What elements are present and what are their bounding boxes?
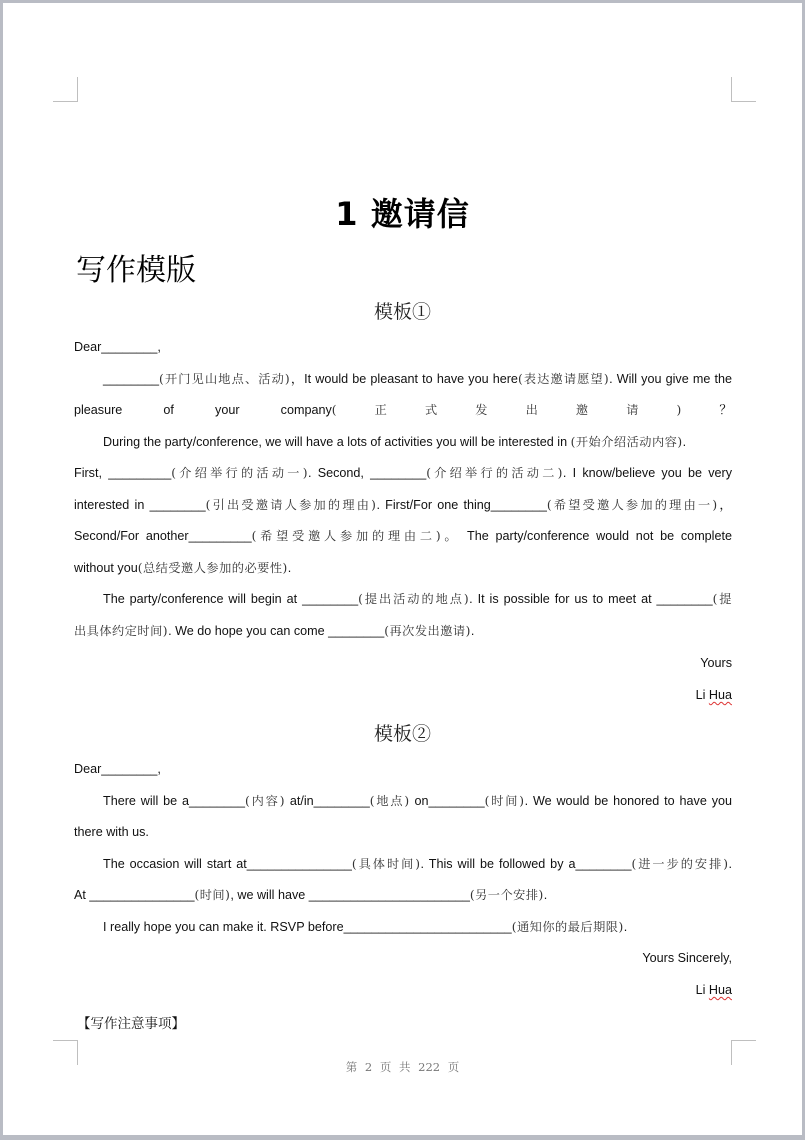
template-text: . [287, 560, 292, 575]
hint-annotation: (提 [712, 592, 732, 606]
template-text: . [728, 856, 732, 871]
template-text: . This will be followed by a________ [420, 856, 632, 871]
page-number-footer: 第 2 页 共 222 页 [345, 1060, 460, 1074]
hint-annotation: (具体时间) [351, 856, 421, 871]
template-line [74, 526, 732, 546]
template-line [74, 917, 732, 937]
template-text: I really hope you can make it. RSVP before________________________ [103, 920, 512, 934]
hint-annotation: (时间) [194, 888, 231, 903]
template-text: At _______________ [74, 888, 195, 903]
hint-annotation: (介绍举行的活动二) [426, 466, 563, 480]
template-line [74, 589, 732, 609]
template-text: . [543, 888, 548, 903]
template-text: , we will have _______________________ [230, 888, 470, 903]
template-text: . Second, ________ [307, 466, 427, 480]
template-text: The party/conference will begin at ________ [103, 592, 359, 606]
hint-annotation: (引出受邀请人参加的理由) [205, 497, 377, 512]
template-text: 。 The party/conference would not be complete [441, 529, 732, 543]
template-text: During the party/conference, we will have a lots of activities you will be interested in [103, 434, 571, 449]
template-2-title: 模板② [373, 723, 431, 745]
template-text: . It is possible for us to meet at ________ [469, 592, 713, 606]
template-1-signature [74, 685, 732, 705]
template-line [74, 495, 732, 515]
template-text: . First/For one thing________ [376, 497, 547, 512]
hint-annotation: (介绍举行的活动一) [171, 466, 308, 480]
hint-annotation: (地点) [369, 793, 410, 808]
template-text: interested in ________ [74, 497, 206, 512]
template-line [74, 822, 732, 842]
template-1-title: 模板① [373, 301, 431, 323]
template-text: The occasion will start at_______________ [103, 856, 352, 871]
hint-annotation: (希望受邀人参加的理由一) [546, 497, 718, 512]
hint-annotation: (开门见山地点、活动) [159, 371, 291, 386]
writing-notes-heading: 【写作注意事项】 [77, 1016, 185, 1032]
template-text: without you [74, 560, 138, 575]
template-line [74, 854, 732, 874]
template-line [74, 432, 732, 452]
hint-annotation: (总结受邀人参加的必要性) [137, 560, 288, 575]
template-line [74, 369, 732, 389]
template-text: . We do hope you can come ________ [168, 623, 385, 638]
crop-mark-top-right [731, 77, 756, 102]
template-line [74, 791, 732, 811]
template-text: . Will you give me the [609, 371, 733, 386]
document-page [3, 3, 802, 1135]
template-text: Dear________, [74, 340, 161, 354]
template-2-signature [74, 980, 732, 1000]
template-1-closing: Yours [700, 656, 732, 670]
template-2-closing: Yours Sincerely, [642, 951, 732, 965]
template-line [74, 400, 732, 420]
signature-last-name: Hua [708, 688, 732, 702]
hint-annotation: 出具体约定时间) [74, 623, 169, 638]
signature-first-name: Li [695, 983, 709, 997]
template-text: on________ [409, 793, 485, 808]
template-text: ，It would be pleasant to have you here [290, 371, 518, 386]
template-text: pleasure of your company [74, 403, 332, 417]
hint-annotation: (通知你的最后期限) [511, 920, 624, 934]
template-line [74, 759, 732, 779]
crop-mark-top-left [53, 77, 78, 102]
template-text: First, _________ [74, 466, 172, 480]
template-text: . [682, 434, 687, 449]
template-line [74, 463, 732, 483]
template-text: There will be a________ [103, 793, 246, 808]
hint-annotation: (提出活动的地点) [358, 592, 470, 606]
template-line [74, 885, 732, 905]
hint-annotation: (开始介绍活动内容) [570, 434, 683, 449]
template-line [74, 337, 732, 357]
hint-annotation: (时间) [484, 793, 525, 808]
template-text: . [470, 623, 475, 638]
hint-annotation: (表达邀请愿望) [517, 371, 610, 386]
signature-last-name: Hua [708, 983, 732, 997]
chapter-title: 1 邀请信 [335, 195, 470, 233]
hint-annotation: (内容) [245, 793, 285, 808]
hint-annotation: (希望受邀人参加的理由二) [251, 529, 442, 543]
template-text: . I know/believe you be very [562, 466, 733, 480]
hint-annotation: (进一步的安排) [631, 856, 729, 871]
template-text: ？ [681, 403, 732, 417]
template-line [74, 558, 732, 578]
hint-annotation: (另一个安排) [469, 888, 544, 903]
template-text: . [623, 920, 628, 934]
template-text: ________ [103, 371, 160, 386]
signature-first-name: Li [695, 688, 709, 702]
template-text: . We would be honored to have you [524, 793, 733, 808]
template-text: at/in________ [285, 793, 370, 808]
template-text: ， [717, 497, 733, 512]
section-title: 写作模版 [76, 253, 196, 288]
hint-annotation: (正式发出邀请) [331, 403, 682, 417]
hint-annotation: (再次发出邀请) [384, 623, 471, 638]
template-line [74, 621, 732, 641]
template-text: there with us. [74, 825, 149, 840]
template-text: Second/For another_________ [74, 529, 252, 543]
template-text: Dear________, [74, 762, 161, 776]
